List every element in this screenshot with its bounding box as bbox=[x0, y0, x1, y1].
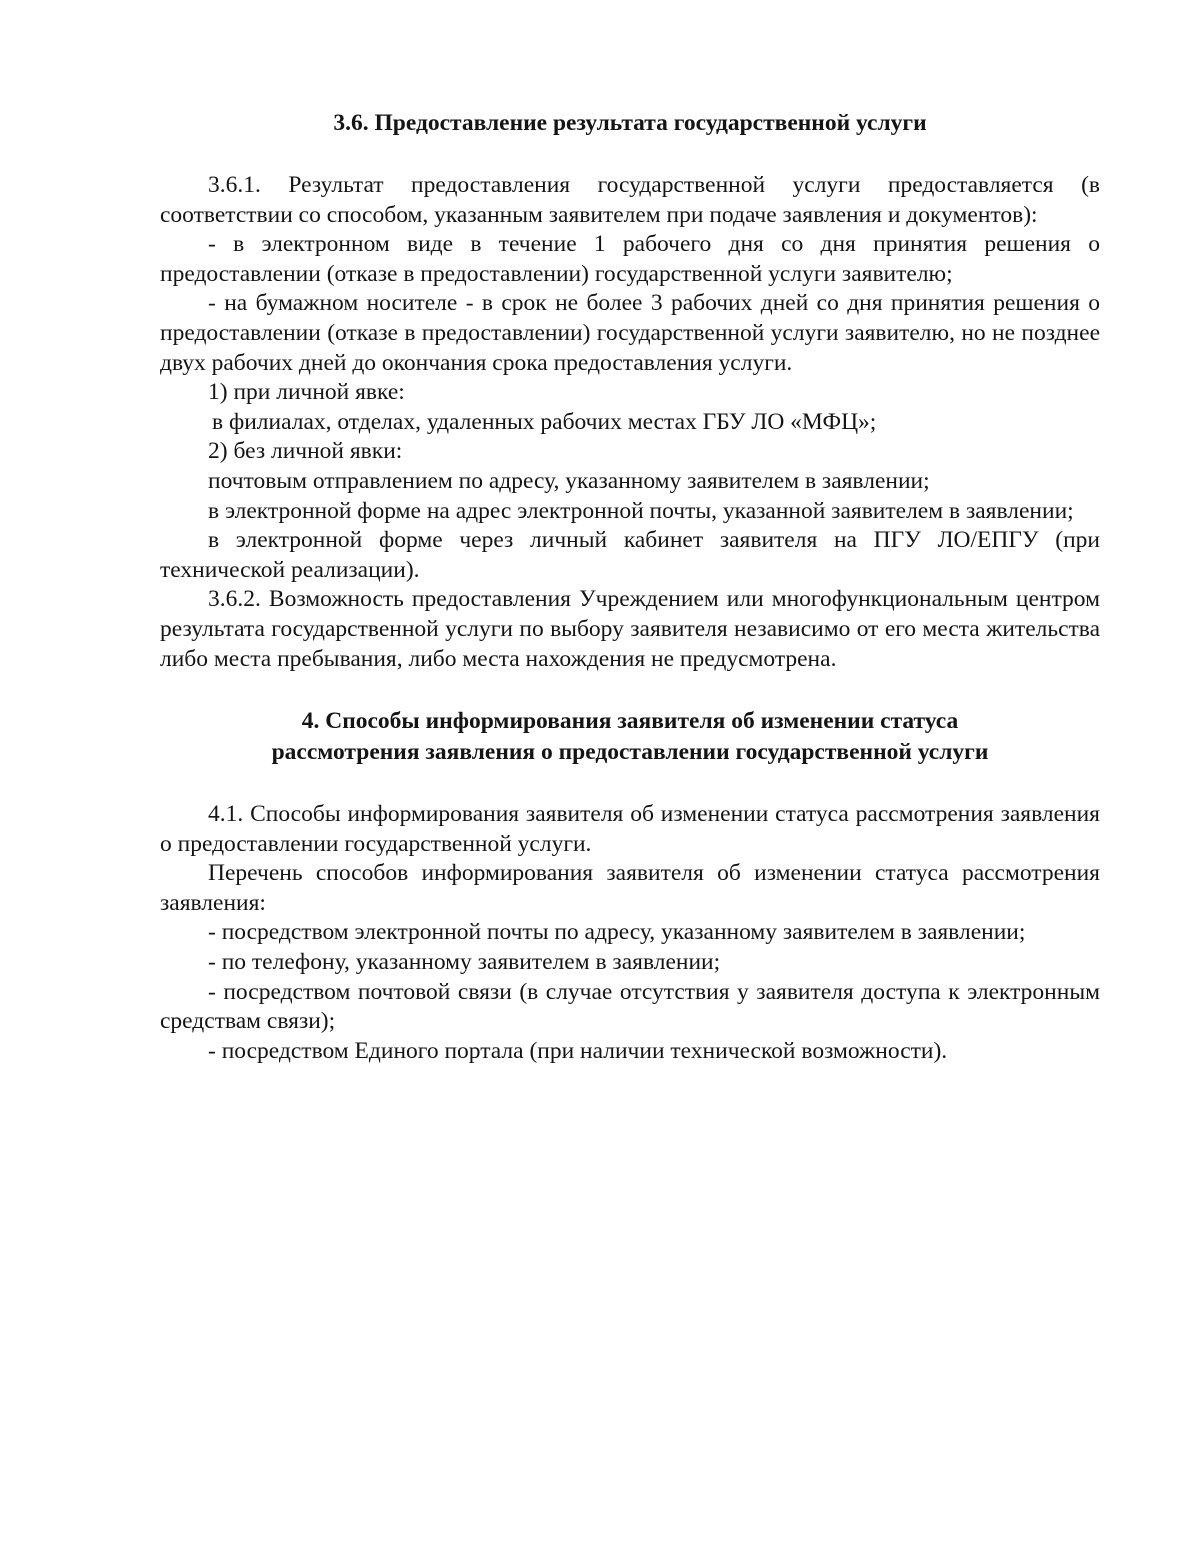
list-item-email-notify: - посредством электронной почты по адресу, указанному заявителем в заявлении; bbox=[208, 919, 1026, 946]
paragraph-electronic-form: - в электронном виде в течение 1 рабочего дня со дня принятия решения о предоставлении (отказе в предоставлении) государственной услуги заявителю; bbox=[160, 231, 1100, 287]
section-4-heading-line1: 4. Способы информирования заявителя об изменении статуса bbox=[301, 708, 959, 735]
list-item-email: в электронной форме на адрес электронной почты, указанной заявителем в заявлении; bbox=[208, 497, 1074, 524]
list-item-in-person: 1) при личной явке: bbox=[208, 379, 405, 406]
list-item-phone-notify: - по телефону, указанному заявителем в заявлении; bbox=[208, 949, 721, 976]
paragraph-4-1: 4.1. Способы информирования заявителя об изменении статуса рассмотрения заявления о предоставлении государственной услуги. bbox=[160, 801, 1100, 857]
paragraph-paper-form: - на бумажном носителе - в срок не более 3 рабочих дней со дня принятия решения о предоставлении (отказе в предоставлении) государственной услуги заявителю, но не позднее двух рабочих дней до окончания срока предоставления услуги. bbox=[160, 290, 1100, 376]
list-item-mfc-offices: в филиалах, отделах, удаленных рабочих местах ГБУ ЛО «МФЦ»; bbox=[212, 408, 877, 435]
paragraph-3-6-2: 3.6.2. Возможность предоставления Учреждением или многофункциональным центром результата государственной услуги по выбору заявителя независимо от его места жительства либо места пребывания, либо места нахождения не предусмотрена. bbox=[160, 586, 1100, 672]
paragraph-methods-list: Перечень способов информирования заявителя об изменении статуса рассмотрения заявления: bbox=[160, 860, 1100, 916]
section-4-heading bbox=[160, 706, 1100, 768]
list-item-portal-notify: - посредством Единого портала (при наличии технической возможности). bbox=[208, 1037, 948, 1064]
list-item-post: почтовым отправлением по адресу, указанному заявителем в заявлении; bbox=[208, 467, 930, 494]
list-item-remote: 2) без личной явки: bbox=[208, 438, 403, 465]
list-item-post-notify: - посредством почтовой связи (в случае отсутствия у заявителя доступа к электронным средствам связи); bbox=[160, 978, 1100, 1035]
document-body bbox=[160, 108, 1100, 1066]
section-4-heading-line2: рассмотрения заявления о предоставлении государственной услуги bbox=[271, 739, 989, 766]
paragraph-3-6-1: 3.6.1. Результат предоставления государственной услуги предоставляется (в соответствии со способом, указанным заявителем при подаче заявления и документов): bbox=[160, 172, 1100, 228]
section-3-6-heading: 3.6. Предоставление результата государственной услуги bbox=[333, 110, 927, 136]
list-item-personal-cabinet: в электронной форме через личный кабинет заявителя на ПГУ ЛО/ЕПГУ (при технической реализации). bbox=[160, 527, 1100, 583]
